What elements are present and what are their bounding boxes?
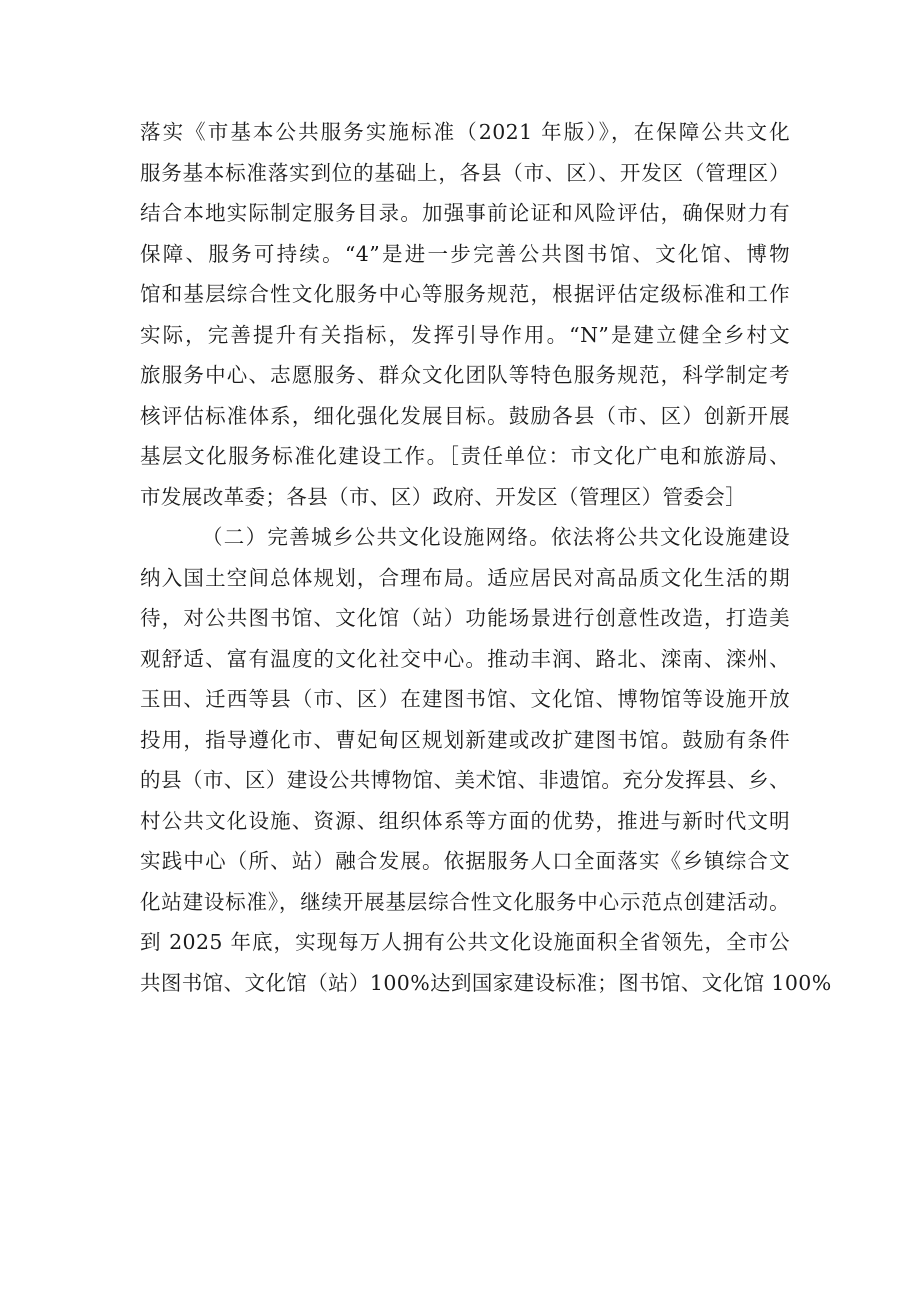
text-line: 玉田、迁西等县（市、区）在建图书馆、文化馆、博物馆等设施开放 xyxy=(140,687,790,711)
text-line: 化站建设标准》，继续开展基层综合性文化服务中心示范点创建活动。 xyxy=(140,889,790,914)
paragraph-2 xyxy=(140,517,832,1003)
text-line: 观舒适、富有温度的文化社交中心。推动丰润、路北、滦南、滦州、 xyxy=(140,646,790,671)
text-line: 基层文化服务标准化建设工作。［责任单位：市文化广电和旅游局、 xyxy=(140,444,790,468)
section-heading-line: （二）完善城乡公共文化设施网络。依法将公共文化设施建设 xyxy=(202,525,790,549)
text-line: 待，对公共图书馆、文化馆（站）功能场景进行创意性改造，打造美 xyxy=(140,606,790,630)
text-line: 村公共文化设施、资源、组织体系等方面的优势，推进与新时代文明 xyxy=(140,808,790,833)
text-line: 实践中心（所、站）融合发展。依据服务人口全面落实《乡镇综合文 xyxy=(140,849,790,873)
text-line: 的县（市、区）建设公共博物馆、美术馆、非遗馆。充分发挥县、乡、 xyxy=(140,768,790,792)
text-line: 核评估标准体系，细化强化发展目标。鼓励各县（市、区）创新开展 xyxy=(140,403,790,428)
text-line: 实际，完善提升有关指标，发挥引导作用。“N”是建立健全乡村文 xyxy=(140,322,790,347)
text-line: 旅服务中心、志愿服务、群众文化团队等特色服务规范，科学制定考 xyxy=(140,363,790,387)
text-line: 纳入国土空间总体规划，合理布局。适应居民对高品质文化生活的期 xyxy=(140,565,790,590)
body-text xyxy=(140,112,832,1003)
text-line: 市发展改革委；各县（市、区）政府、开发区（管理区）管委会］ xyxy=(140,484,747,509)
text-line: 到 2025 年底，实现每万人拥有公共文化设施面积全省领先，全市公 xyxy=(140,930,790,954)
text-line: 保障、服务可持续。“4”是进一步完善公共图书馆、文化馆、博物 xyxy=(140,241,790,266)
paragraph-1 xyxy=(140,112,790,517)
text-line: 投用，指导遵化市、曹妃甸区规划新建或改扩建图书馆。鼓励有条件 xyxy=(140,727,790,752)
text-line: 共图书馆、文化馆（站）100%达到国家建设标准；图书馆、文化馆 100% xyxy=(140,970,832,995)
text-line: 馆和基层综合性文化服务中心等服务规范，根据评估定级标准和工作 xyxy=(140,282,790,306)
text-line: 服务基本标准落实到位的基础上，各县（市、区）、开发区（管理区） xyxy=(140,160,790,185)
text-line: 落实《市基本公共服务实施标准（2021 年版）》，在保障公共文化 xyxy=(140,120,790,144)
text-line: 结合本地实际制定服务目录。加强事前论证和风险评估，确保财力有 xyxy=(140,201,790,225)
